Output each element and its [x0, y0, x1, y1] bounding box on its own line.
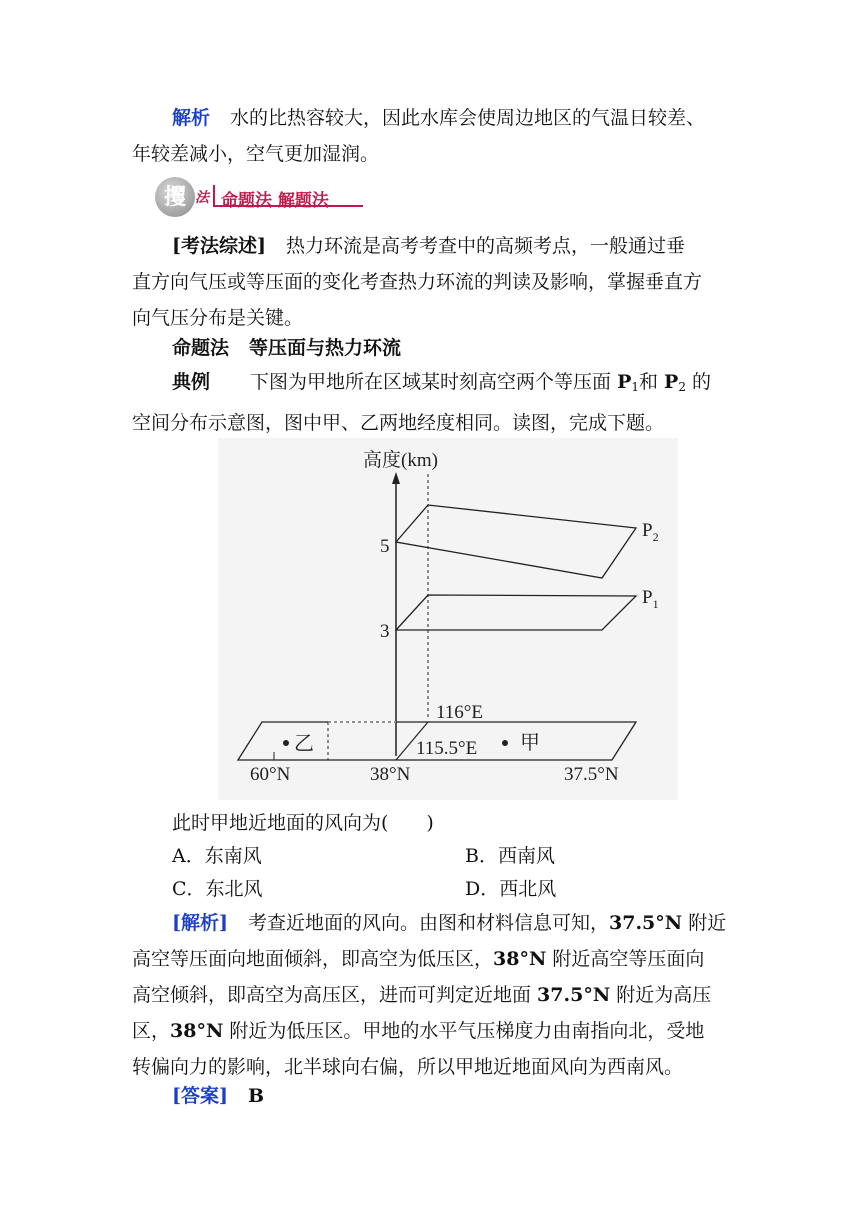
- example-paragraph: [132, 364, 732, 441]
- label-60n: 60°N: [250, 764, 291, 785]
- badge-divider: [213, 185, 215, 207]
- point-yi: [283, 740, 289, 746]
- overview-text-2: 直方向气压或等压面的变化考查热力环流的判读及影响，掌握垂直方: [132, 271, 703, 293]
- example-text-a: 下图为甲地所在区域某时刻高空两个等压面: [250, 371, 618, 393]
- y-axis-label: 高度(km): [363, 450, 438, 471]
- analysis-label: 解析: [172, 107, 211, 129]
- question-stem: [132, 805, 732, 841]
- example-text-b: 的: [685, 371, 712, 393]
- solution-text-2c: 附近高空等压面向: [546, 948, 705, 970]
- example-sub1: 1: [631, 380, 639, 394]
- solution-text-3c: 附近为高压: [610, 984, 712, 1006]
- solution-text-5: 转偏向力的影响，北半球向右偏，所以甲地近地面风向为西南风。: [132, 1056, 684, 1078]
- solution-text-2a: 高空等压面向地面倾斜，即高空为低压区，: [132, 948, 494, 970]
- option-c: C．东北风: [172, 878, 263, 900]
- point-jia: [502, 740, 508, 746]
- method-badge: [155, 177, 360, 217]
- solution-text-2b: 38°N: [493, 948, 547, 970]
- label-116e: 116°E: [436, 702, 483, 723]
- overview-text-3: 向气压分布是关键。: [132, 307, 304, 329]
- analysis-paragraph: [132, 100, 732, 172]
- example-and: 和: [639, 371, 665, 393]
- answer-value: B: [247, 1085, 265, 1107]
- overview-paragraph: [132, 228, 732, 336]
- analysis-text-1: 水的比热容较大，因此水库会使周边地区的气温日较差、: [230, 107, 706, 129]
- solution-text-1a: 考查近地面的风向。由图和材料信息可知，: [247, 912, 609, 934]
- badge-fa-char: 法: [195, 190, 209, 206]
- label-375n: 37.5°N: [564, 764, 619, 785]
- label-jia: 甲: [520, 732, 540, 754]
- label-yi: 乙: [294, 733, 314, 755]
- solution-text-1b: 37.5°N: [609, 912, 683, 934]
- method-label: 命题法: [172, 337, 230, 359]
- solution-text-1c: 附近: [682, 912, 727, 934]
- example-text-2: 空间分布示意图，图中甲、乙两地经度相同。读图，完成下题。: [132, 412, 665, 434]
- solution-text-4b: 38°N: [170, 1020, 224, 1042]
- label-38n: 38°N: [370, 764, 411, 785]
- overview-text-1: 热力环流是高考考查中的高频考点，一般通过垂: [285, 235, 685, 257]
- analysis-text-2: 年较差减小，空气更加湿润。: [132, 143, 380, 165]
- overview-label: [考法综述]: [172, 235, 266, 257]
- example-sub2: 2: [678, 380, 686, 394]
- solution-paragraph: [132, 905, 732, 1085]
- method-title: 等压面与热力环流: [249, 337, 402, 359]
- label-p2: $P_2$: [642, 520, 659, 544]
- question-text: 此时甲地近地面的风向为( ): [172, 812, 434, 834]
- badge-text: 命题法 解题法: [221, 191, 329, 211]
- option-a: A．东南风: [172, 845, 262, 867]
- method-heading: [132, 330, 732, 366]
- tick-3: 3: [380, 621, 390, 642]
- tick-5: 5: [380, 536, 390, 557]
- solution-text-4c: 附近为低压区。甲地的水平气压梯度力由南指向北，受地: [223, 1020, 705, 1042]
- label-p1: $P_1$: [642, 587, 659, 611]
- example-label: 典例: [172, 371, 211, 393]
- solution-text-3a: 高空倾斜，即高空为高压区，进而可判定近地面: [132, 984, 538, 1006]
- solution-text-3b: 37.5°N: [537, 984, 611, 1006]
- example-p1: P: [617, 371, 632, 393]
- label-1155e: 115.5°E: [416, 738, 478, 759]
- option-d: D．西北风: [465, 878, 557, 900]
- solution-text-4a: 区，: [132, 1020, 171, 1042]
- example-p2: P: [664, 371, 679, 393]
- option-b: B．西南风: [465, 845, 555, 867]
- badge-icon: 攫: [155, 177, 195, 217]
- answer-label: [答案]: [172, 1085, 228, 1107]
- isobaric-surface-figure: [218, 438, 678, 800]
- solution-label: [解析]: [172, 912, 228, 934]
- answer-line: [132, 1078, 732, 1114]
